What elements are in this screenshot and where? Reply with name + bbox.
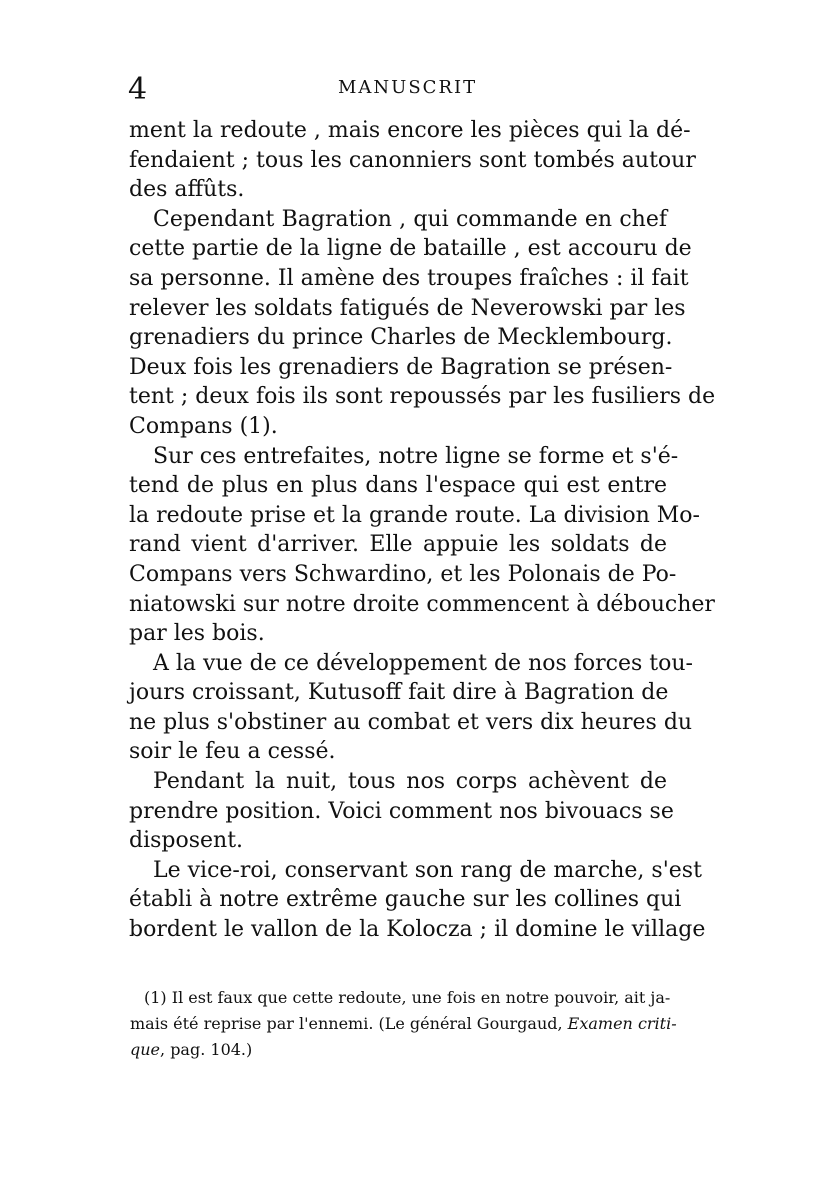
text-line: Compans vers Schwardino, et les Polonais de Po- — [129, 561, 677, 587]
footnote-text: mais été reprise par l'ennemi. (Le général Gourgaud, — [130, 1014, 568, 1033]
text-line: prendre position. Voici comment nos bivouacs se — [129, 798, 674, 824]
text-line: tend de plus en plus dans l'espace qui est entre — [129, 473, 667, 499]
text-line: disposent. — [129, 828, 244, 854]
body-text — [129, 116, 716, 945]
footnote-text: , pag. 104.) — [160, 1040, 253, 1059]
text-line: A la vue de ce développement de nos forces tou- — [153, 650, 693, 676]
text-line: ment la redoute , mais encore les pièces qui la dé- — [129, 118, 691, 143]
footnote-line — [130, 1037, 667, 1063]
text-line: Sur ces entrefaites, notre ligne se forme et s'é- — [153, 443, 679, 469]
text-line: bordent le vallon de la Kolocza ; il domine le village — [129, 917, 706, 943]
text-line: rand vient d'arriver. Elle appuie les soldats de — [129, 532, 667, 558]
text-line: des affûts. — [129, 177, 245, 203]
running-title: MANUSCRIT — [338, 77, 478, 98]
text-line: niatowski sur notre droite commencent à déboucher — [129, 591, 715, 617]
footnote-citation-italic: que — [130, 1040, 161, 1059]
text-line: la redoute prise et la grande route. La division Mo- — [129, 502, 700, 528]
text-line: Pendant la nuit, tous nos corps achèvent de — [153, 769, 667, 795]
text-line: jours croissant, Kutusoff fait dire à Bagration de — [129, 680, 669, 706]
text-line: ne plus s'obstiner au combat et vers dix heures du — [129, 709, 693, 735]
text-line: soir le feu a cessé. — [129, 739, 336, 765]
text-line: fendaient ; tous les canonniers sont tombés autour — [129, 147, 696, 173]
text-line: Deux fois les grenadiers de Bagration se présen- — [129, 354, 673, 380]
text-line: Compans (1). — [129, 413, 278, 439]
text-line: tent ; deux fois ils sont repoussés par les fusiliers de — [129, 384, 716, 410]
page-number: 4 — [128, 72, 148, 107]
text-line: Cependant Bagration , qui commande en chef — [153, 206, 667, 232]
footnote-line — [130, 1011, 677, 1037]
text-line: relever les soldats fatigués de Neverowski par les — [129, 295, 686, 321]
text-line: grenadiers du prince Charles de Mecklembourg. — [129, 325, 673, 351]
text-line: par les bois. — [129, 621, 265, 647]
footnote-citation-italic: Examen criti- — [567, 1014, 677, 1033]
footnote — [130, 985, 677, 1063]
footnote-line: (1) Il est faux que cette redoute, une fois en notre pouvoir, ait ja- — [144, 988, 671, 1007]
text-line: cette partie de la ligne de bataille , est accouru de — [129, 236, 692, 262]
text-line: sa personne. Il amène des troupes fraîches : il fait — [129, 265, 689, 291]
text-line: Le vice-roi, conservant son rang de marche, s'est — [153, 857, 702, 883]
text-line: établi à notre extrême gauche sur les collines qui — [129, 887, 682, 913]
